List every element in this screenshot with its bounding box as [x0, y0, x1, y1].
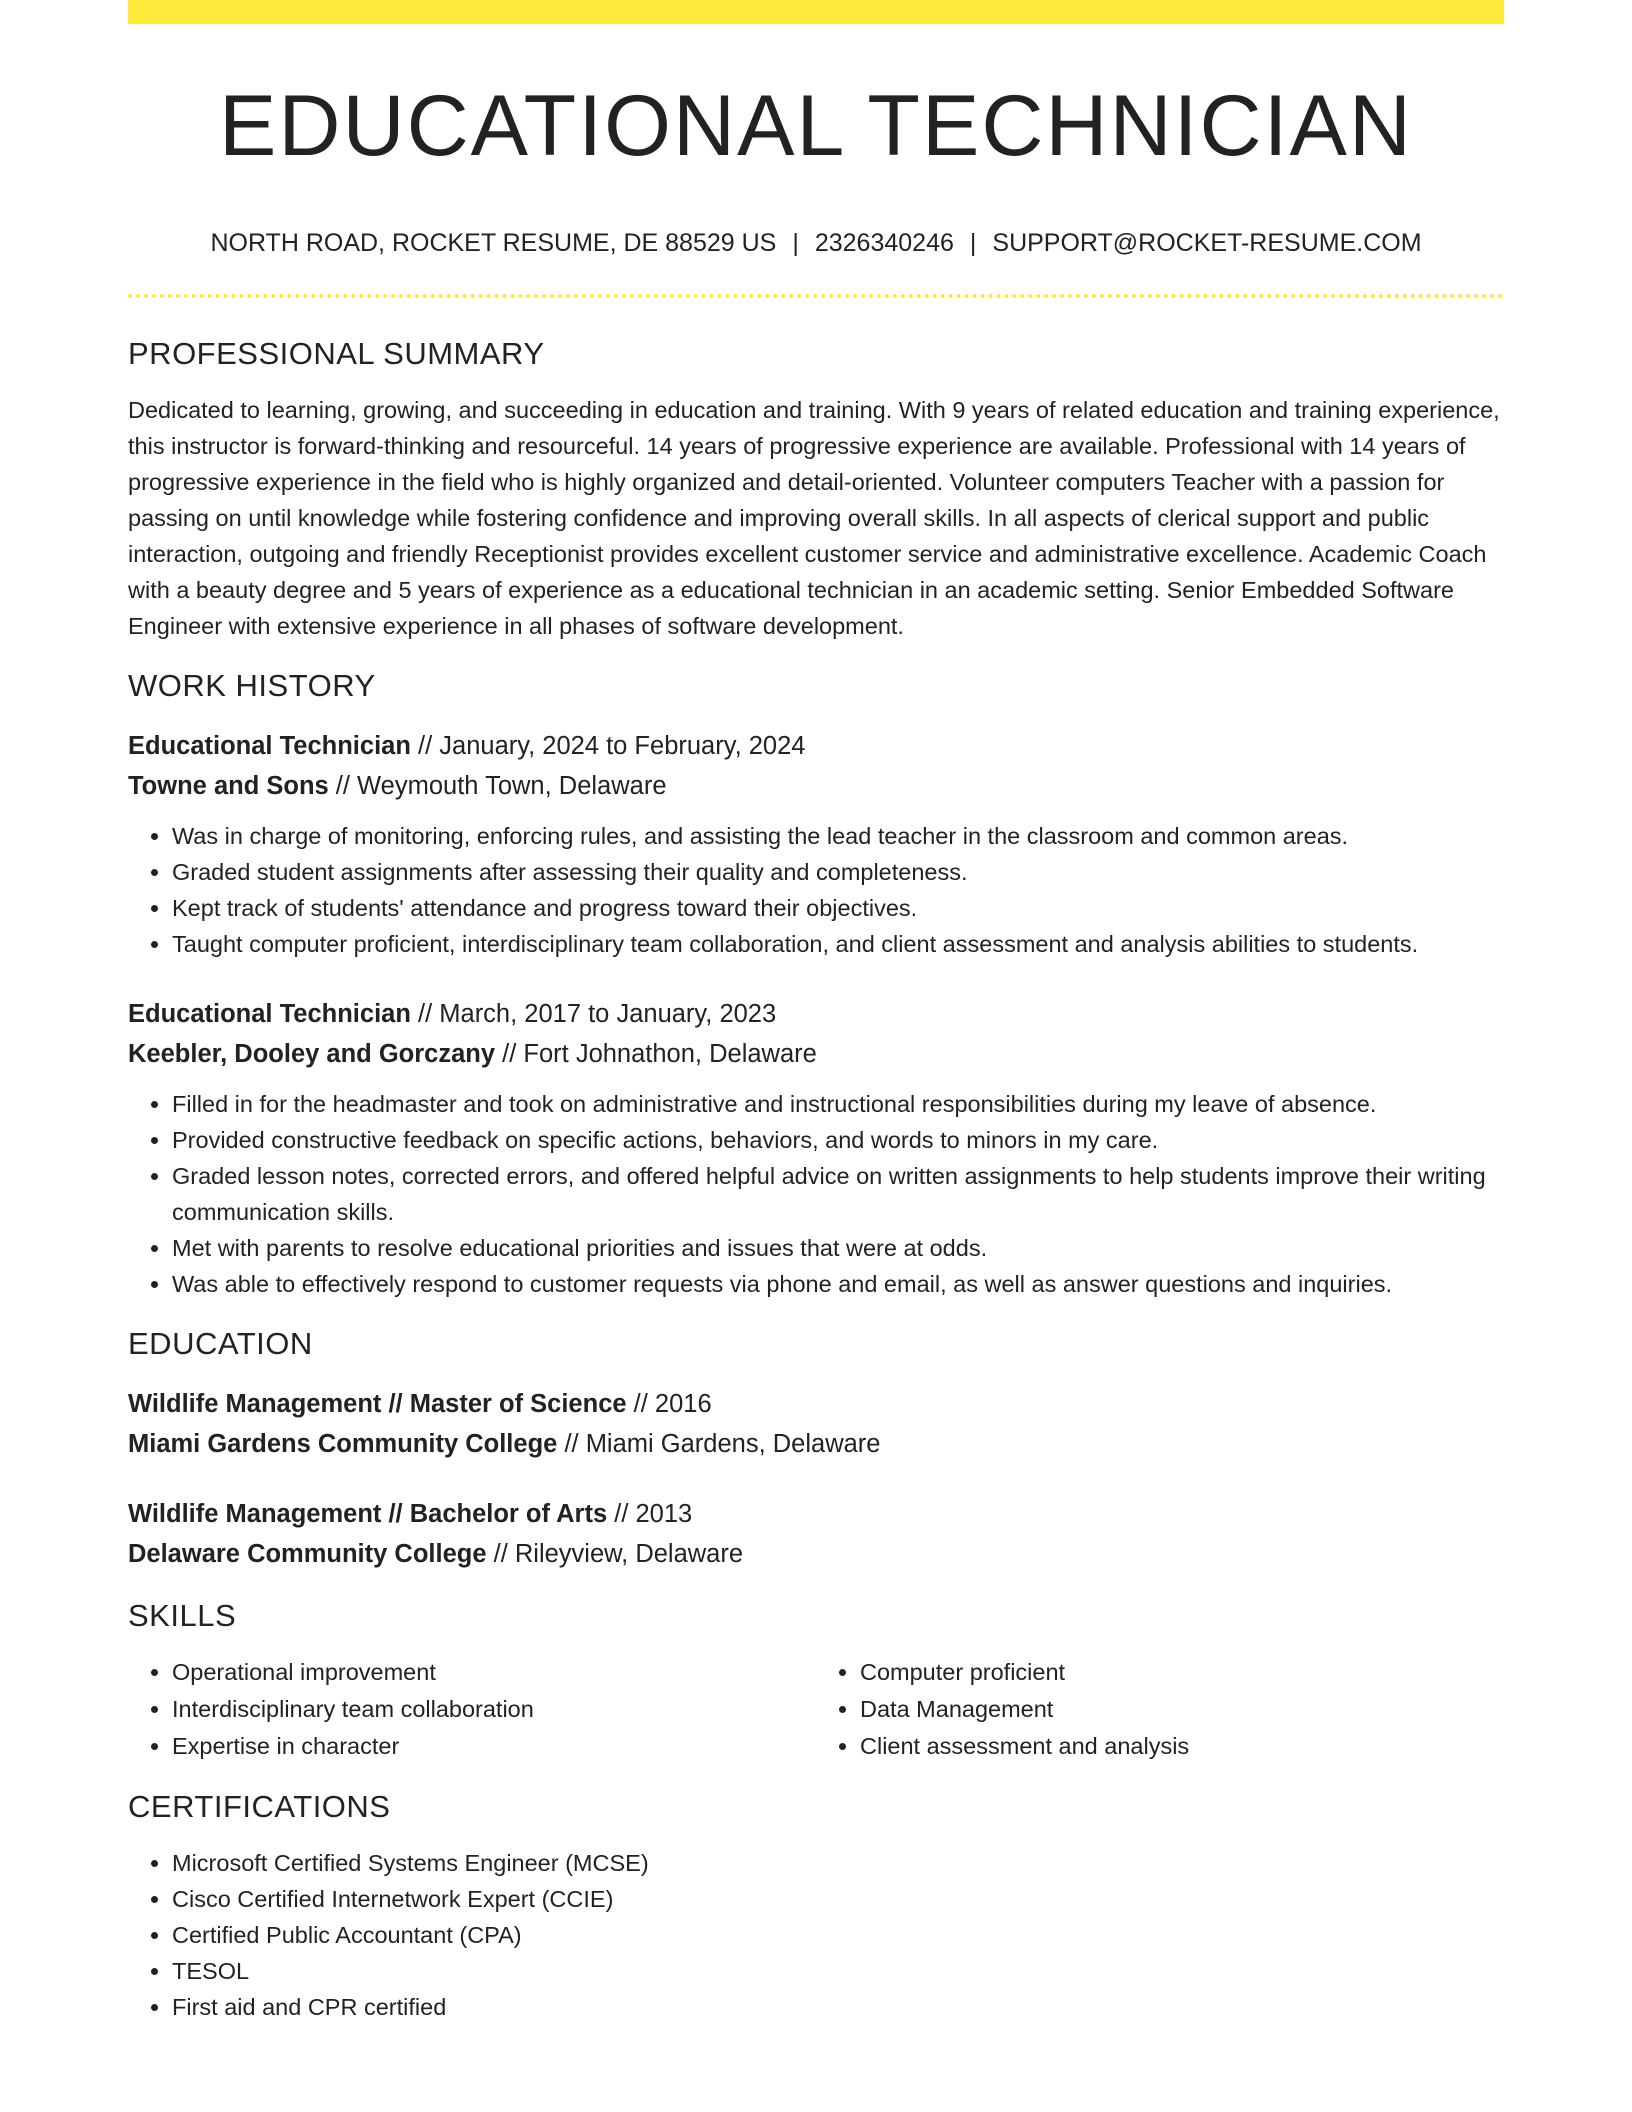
- contact-separator: |: [792, 229, 799, 257]
- education-school-line: [128, 1424, 1504, 1464]
- contact-email: SUPPORT@ROCKET-RESUME.COM: [992, 229, 1422, 257]
- job-bullets: [128, 818, 1504, 962]
- education-location: // Miami Gardens, Delaware: [564, 1430, 881, 1458]
- education-year: // 2013: [614, 1500, 693, 1528]
- education-location: // Rileyview, Delaware: [493, 1540, 744, 1568]
- skills-column-right: [816, 1654, 1504, 1765]
- education-entry: [128, 1494, 1504, 1574]
- skill-item: • Computer proficient: [860, 1654, 1504, 1691]
- skills-column-left: [128, 1654, 816, 1765]
- job-bullet: • Kept track of students' attendance and progress toward their objectives.: [172, 890, 1504, 926]
- job-location: // Weymouth Town, Delaware: [335, 772, 667, 800]
- job-company: Keebler, Dooley and Gorczany: [128, 1040, 496, 1068]
- top-accent-bar: [128, 0, 1504, 24]
- job-company-line: [128, 766, 1504, 806]
- job-location: // Fort Johnathon, Delaware: [502, 1040, 817, 1068]
- job-title-line: [128, 726, 1504, 766]
- skill-item: • Interdisciplinary team collaboration: [172, 1691, 816, 1728]
- education-school: Delaware Community College: [128, 1540, 487, 1568]
- certification-item: • Certified Public Accountant (CPA): [172, 1917, 1504, 1953]
- education-degree: Wildlife Management // Master of Science: [128, 1390, 627, 1418]
- certifications-list: [128, 1845, 1504, 2025]
- skills-list: [128, 1654, 1504, 1765]
- job-bullet: • Taught computer proficient, interdisciplinary team collaboration, and client assessment and analysis abilities to students.: [172, 926, 1504, 962]
- education-degree: Wildlife Management // Bachelor of Arts: [128, 1500, 608, 1528]
- contact-address: NORTH ROAD, ROCKET RESUME, DE 88529 US: [210, 229, 777, 257]
- resume-content: [128, 0, 1504, 2025]
- contact-separator: |: [969, 229, 977, 257]
- skill-item: • Data Management: [860, 1691, 1504, 1728]
- job-bullet: • Filled in for the headmaster and took on administrative and instructional responsibilities during my leave of absence.: [172, 1086, 1504, 1122]
- contact-phone: 2326340246: [814, 229, 954, 257]
- job-role: Educational Technician: [128, 732, 411, 760]
- summary-heading: PROFESSIONAL SUMMARY: [128, 336, 545, 371]
- certification-item: • First aid and CPR certified: [172, 1989, 1504, 2025]
- certification-item: • Cisco Certified Internetwork Expert (CCIE): [172, 1881, 1504, 1917]
- job-bullet: • Graded lesson notes, corrected errors, and offered helpful advice on written assignments to help students improve their writing communication skills.: [172, 1158, 1504, 1230]
- job-bullet: • Provided constructive feedback on specific actions, behaviors, and words to minors in my care.: [172, 1122, 1504, 1158]
- certification-item: • Microsoft Certified Systems Engineer (MCSE): [172, 1845, 1504, 1881]
- education-degree-line: [128, 1494, 1504, 1534]
- education-year: // 2016: [633, 1390, 712, 1418]
- skill-item: • Operational improvement: [172, 1654, 816, 1691]
- certification-item: • TESOL: [172, 1953, 1504, 1989]
- skills-heading: SKILLS: [128, 1598, 237, 1633]
- job-entry: [128, 994, 1504, 1302]
- job-title-line: [128, 994, 1504, 1034]
- education-school: Miami Gardens Community College: [128, 1430, 558, 1458]
- candidate-name: EDUCATIONAL TECHNICIAN: [219, 78, 1413, 174]
- job-company-line: [128, 1034, 1504, 1074]
- job-company: Towne and Sons: [128, 772, 329, 800]
- work-history-heading: WORK HISTORY: [128, 668, 376, 703]
- summary-text: Dedicated to learning, growing, and succeeding in education and training. With 9 years of related education and training experience, this instructor is forward-thinking and resourceful. 14 years of progressive experience are available. Professional with 14 years of progressive experience in the field who is highly organized and detail-oriented. Volunteer computers Teacher with a passion for passing on until knowledge while fostering confidence and improving overall skills. In all aspects of clerical support and public interaction, outgoing and friendly Receptionist provides excellent customer service and administrative excellence. Academic Coach with a beauty degree and 5 years of experience as a educational technician in an academic setting. Senior Embedded Software Engineer with extensive experience in all phases of software development.: [128, 397, 1500, 639]
- skill-item: • Expertise in character: [172, 1728, 816, 1765]
- job-bullet: • Was able to effectively respond to customer requests via phone and email, as well as answer questions and inquiries.: [172, 1266, 1504, 1302]
- education-entry: [128, 1384, 1504, 1464]
- certifications-heading: CERTIFICATIONS: [128, 1789, 391, 1824]
- education-heading: EDUCATION: [128, 1326, 313, 1361]
- job-bullet: • Graded student assignments after assessing their quality and completeness.: [172, 854, 1504, 890]
- education-degree-line: [128, 1384, 1504, 1424]
- job-role: Educational Technician: [128, 1000, 411, 1028]
- job-bullet: • Met with parents to resolve educational priorities and issues that were at odds.: [172, 1230, 1504, 1266]
- skill-item: • Client assessment and analysis: [860, 1728, 1504, 1765]
- job-dates: // March, 2017 to January, 2023: [418, 1000, 777, 1028]
- job-entry: [128, 726, 1504, 962]
- job-bullet: • Was in charge of monitoring, enforcing rules, and assisting the lead teacher in the classroom and common areas.: [172, 818, 1504, 854]
- contact-line: [128, 228, 1504, 258]
- job-bullets: [128, 1086, 1504, 1302]
- job-dates: // January, 2024 to February, 2024: [418, 732, 806, 760]
- header-divider: [128, 294, 1504, 298]
- education-school-line: [128, 1534, 1504, 1574]
